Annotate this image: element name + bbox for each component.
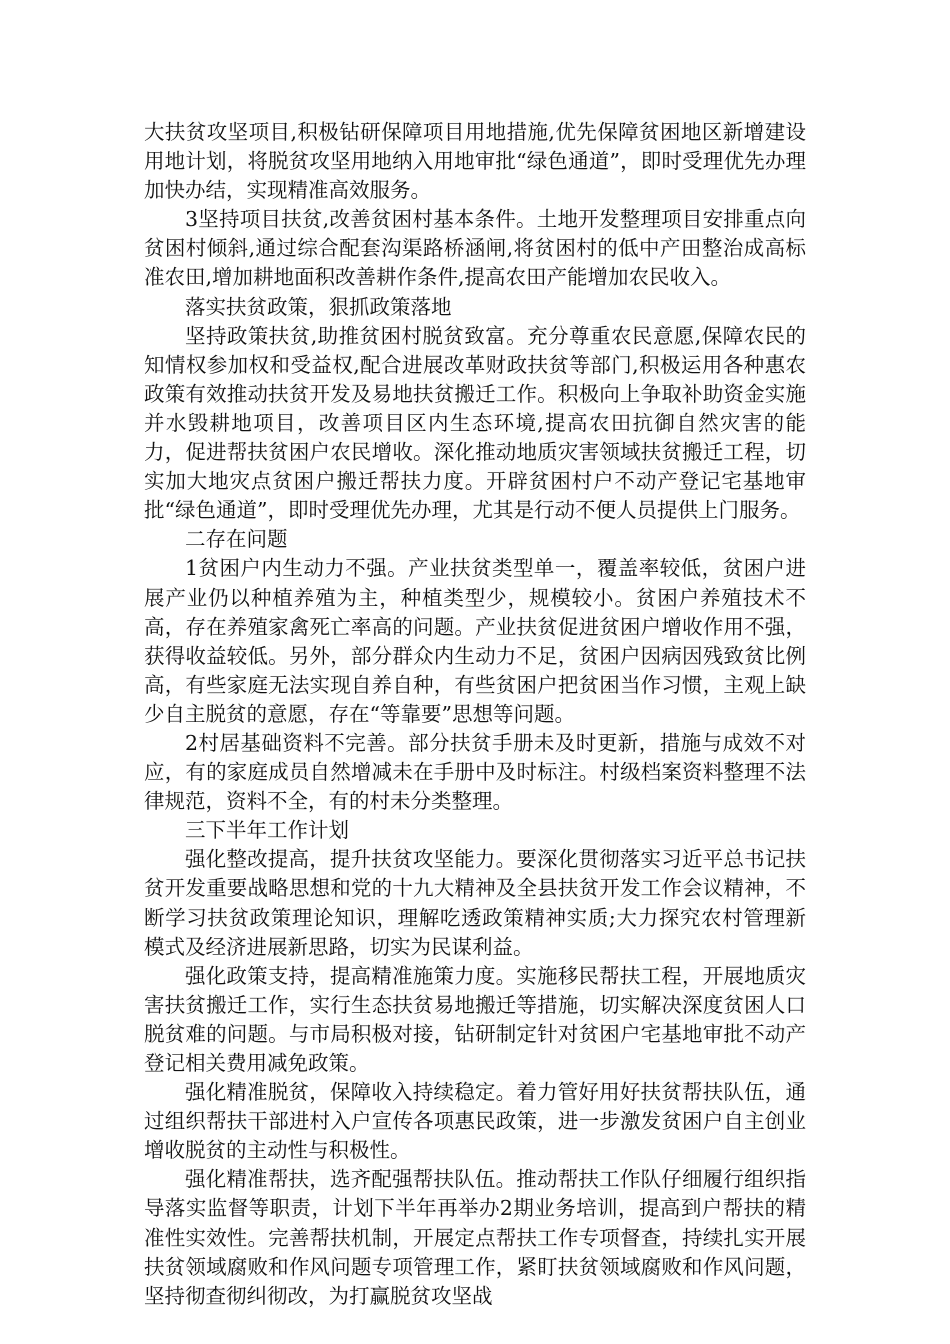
paragraph-project-poverty-alleviation: 3坚持项目扶贫,改善贫困村基本条件。土地开发整理项目安排重点向贫困村倾斜,通过综合配套沟渠路桥涵闸,将贫困村的低中产田整治成高标准农田,增加耕地面积改善耕作条件,提高农田产能增加农民收入。 <box>144 207 806 290</box>
paragraph-problem-records: 2村居基础资料不完善。部分扶贫手册未及时更新，措施与成效不对应，有的家庭成员自然增减未在手册中及时标注。村级档案资料整理不法律规范，资料不全，有的村未分类整理。 <box>144 730 806 814</box>
section-heading-policy: 落实扶贫政策，狠抓政策落地 <box>185 294 452 319</box>
section-heading-work-plan: 三下半年工作计划 <box>185 818 349 843</box>
paragraph-plan-policy-support: 强化政策支持，提高精准施策力度。实施移民帮扶工程，开展地质灾害扶贫搬迁工作，实行生态扶贫易地搬迁等措施，切实解决深度贫困人口脱贫难的问题。与市局积极对接，钻研制定针对贫困户宅基地审批不动产登记相关费用减免政策。 <box>144 963 806 1075</box>
paragraph-continuation: 大扶贫攻坚项目,积极钻研保障项目用地措施,优先保障贫困地区新增建设用地计划，将脱贫攻坚用地纳入用地审批“绿色通道”，即时受理优先办理加快办结，实现精准高效服务。 <box>144 120 806 203</box>
section-heading-problems: 二存在问题 <box>185 527 288 552</box>
paragraph-problem-motivation: 1贫困户内生动力不强。产业扶贫类型单一，覆盖率较低，贫困户进展产业仍以种植养殖为主，种植类型少，规模较小。贫困户养殖技术不高，存在养殖家禽死亡率高的问题。产业扶贫促进贫困户增收作用不强，获得收益较低。另外，部分群众内生动力不足，贫困户因病因残致贫比例高，有些家庭无法实现自养自种，有些贫困户把贫困当作习惯，主观上缺少自主脱贫的意愿，存在“等靠要”思想等问题。 <box>144 556 806 726</box>
paragraph-policy-poverty-alleviation: 坚持政策扶贫,助推贫困村脱贫致富。充分尊重农民意愿,保障农民的知情权参加权和受益权,配合进展改革财政扶贫等部门,积极运用各种惠农政策有效推动扶贫开发及易地扶贫搬迁工作。积极向上争取补助资金实施并水毁耕地项目，改善项目区内生态环境,提高农田抗御自然灾害的能力，促进帮扶贫困户农民增收。深化推动地质灾害领域扶贫搬迁工程，切实加大地灾点贫困户搬迁帮扶力度。开辟贫困村户不动产登记宅基地审批“绿色通道”，即时受理优先办理，尤其是行动不便人员提供上门服务。 <box>144 323 806 523</box>
paragraph-plan-assistance-team: 强化精准帮扶，选齐配强帮扶队伍。推动帮扶工作队仔细履行组织指导落实监督等职责，计划下半年再举办2期业务培训，提高到户帮扶的精准性实效性。完善帮扶机制，开展定点帮扶工作专项督查，持续扎实开展扶贫领域腐败和作风问题专项管理工作，紧盯扶贫领域腐败和作风问题，坚持彻查彻纠彻改，为打赢脱贫攻坚战 <box>144 1167 806 1308</box>
document-page <box>144 118 806 1311</box>
paragraph-plan-precise-poverty-relief: 强化精准脱贫，保障收入持续稳定。着力管好用好扶贫帮扶队伍，通过组织帮扶干部进村入户宣传各项惠民政策，进一步激发贫困户自主创业增收脱贫的主动性与积极性。 <box>144 1080 806 1163</box>
paragraph-plan-rectification: 强化整改提高，提升扶贫攻坚能力。要深化贯彻落实习近平总书记扶贫开发重要战略思想和党的十九大精神及全县扶贫开发工作会议精神，不断学习扶贫政策理论知识，理解吃透政策精神实质;大力探究农村管理新模式及经济进展新思路，切实为民谋利益。 <box>144 847 806 959</box>
